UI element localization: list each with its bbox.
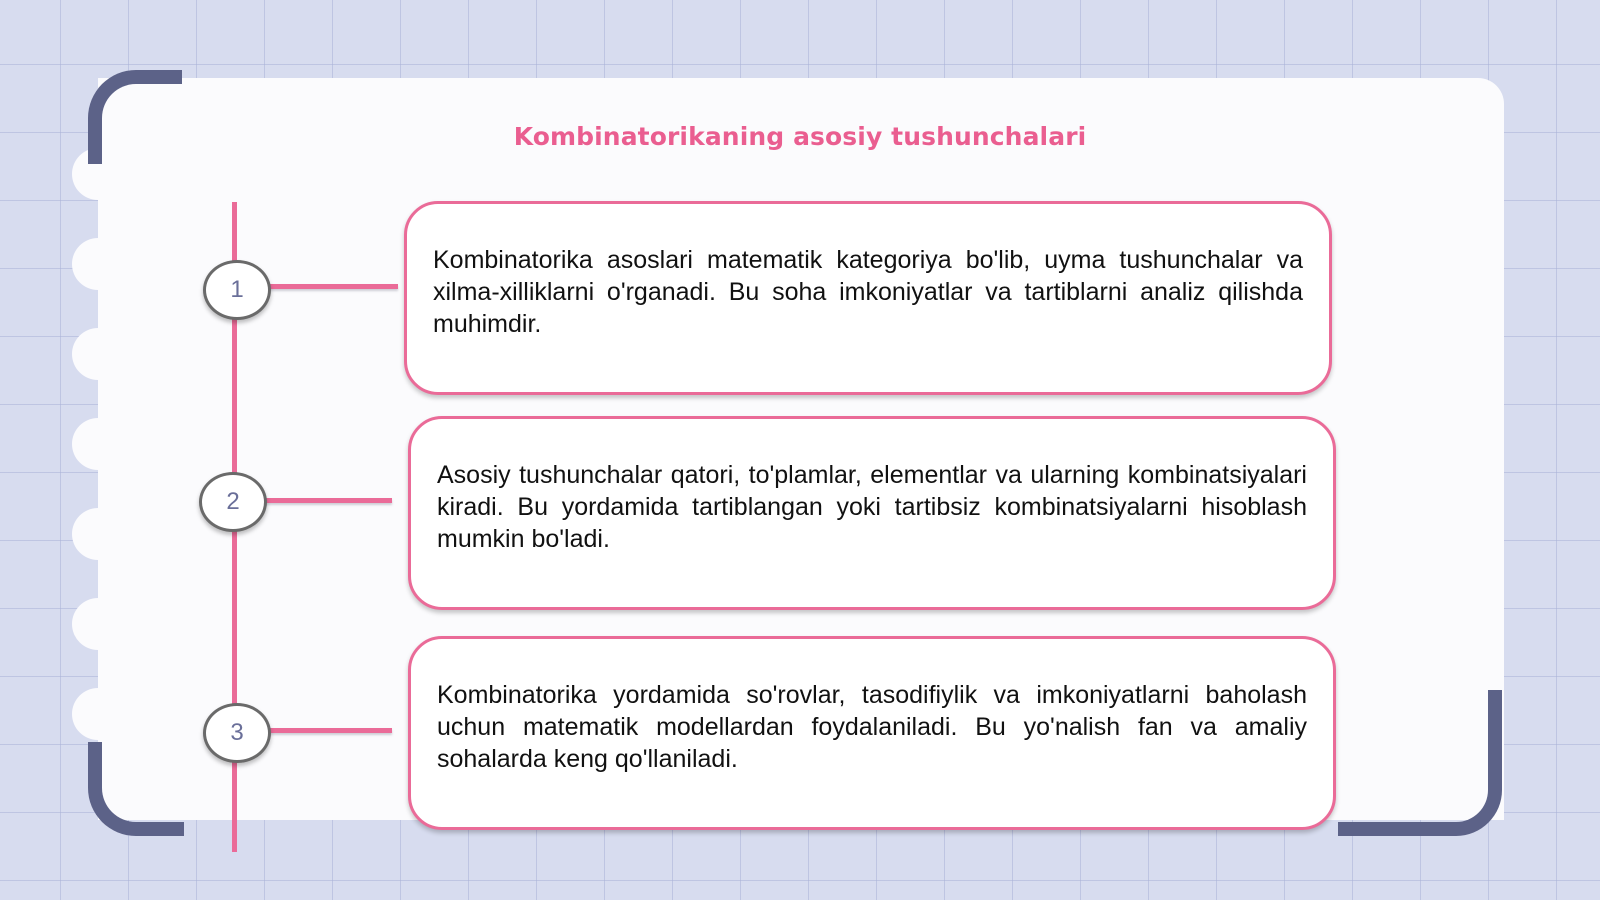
- paper-scallop: [72, 418, 124, 470]
- timeline-connector: [262, 284, 398, 289]
- corner-bracket-bottom-right: [1338, 690, 1502, 836]
- concept-card: [408, 416, 1336, 610]
- timeline-connector: [258, 498, 392, 503]
- concept-card-text: Kombinatorika asoslari matematik kategoriya bo'lib, uyma tushunchalar va xilma-xilliklarni o'rganadi. Bu soha imkoniyatlar va tartiblarni analiz qilishda muhimdir.: [433, 246, 1303, 338]
- corner-bracket-bottom-left: [88, 742, 184, 836]
- step-number-badge: 1: [203, 260, 271, 320]
- paper-scallop: [72, 238, 124, 290]
- paper-scallop: [72, 328, 124, 380]
- concept-card: [408, 636, 1336, 830]
- timeline-connector: [262, 728, 392, 733]
- corner-bracket-top-left: [88, 70, 182, 164]
- step-number-badge: 2: [199, 472, 267, 532]
- paper-scallop: [72, 598, 124, 650]
- paper-scallop: [72, 688, 124, 740]
- concept-card: [404, 201, 1332, 395]
- step-number-badge: 3: [203, 703, 271, 763]
- slide-title: Kombinatorikaning asosiy tushunchalari: [513, 122, 1087, 151]
- concept-card-text: Kombinatorika yordamida so'rovlar, tasodifiylik va imkoniyatlarni baholash uchun matematik modellardan foydalaniladi. Bu yo'nalish fan va amaliy sohalarda keng qo'llaniladi.: [437, 681, 1307, 773]
- paper-scallop: [72, 508, 124, 560]
- concept-card-text: Asosiy tushunchalar qatori, to'plamlar, elementlar va ularning kombinatsiyalari kiradi. Bu yordamida tartiblangan yoki tartibsiz kombinatsiyalarni hisoblash mumkin bo'ladi.: [437, 461, 1307, 553]
